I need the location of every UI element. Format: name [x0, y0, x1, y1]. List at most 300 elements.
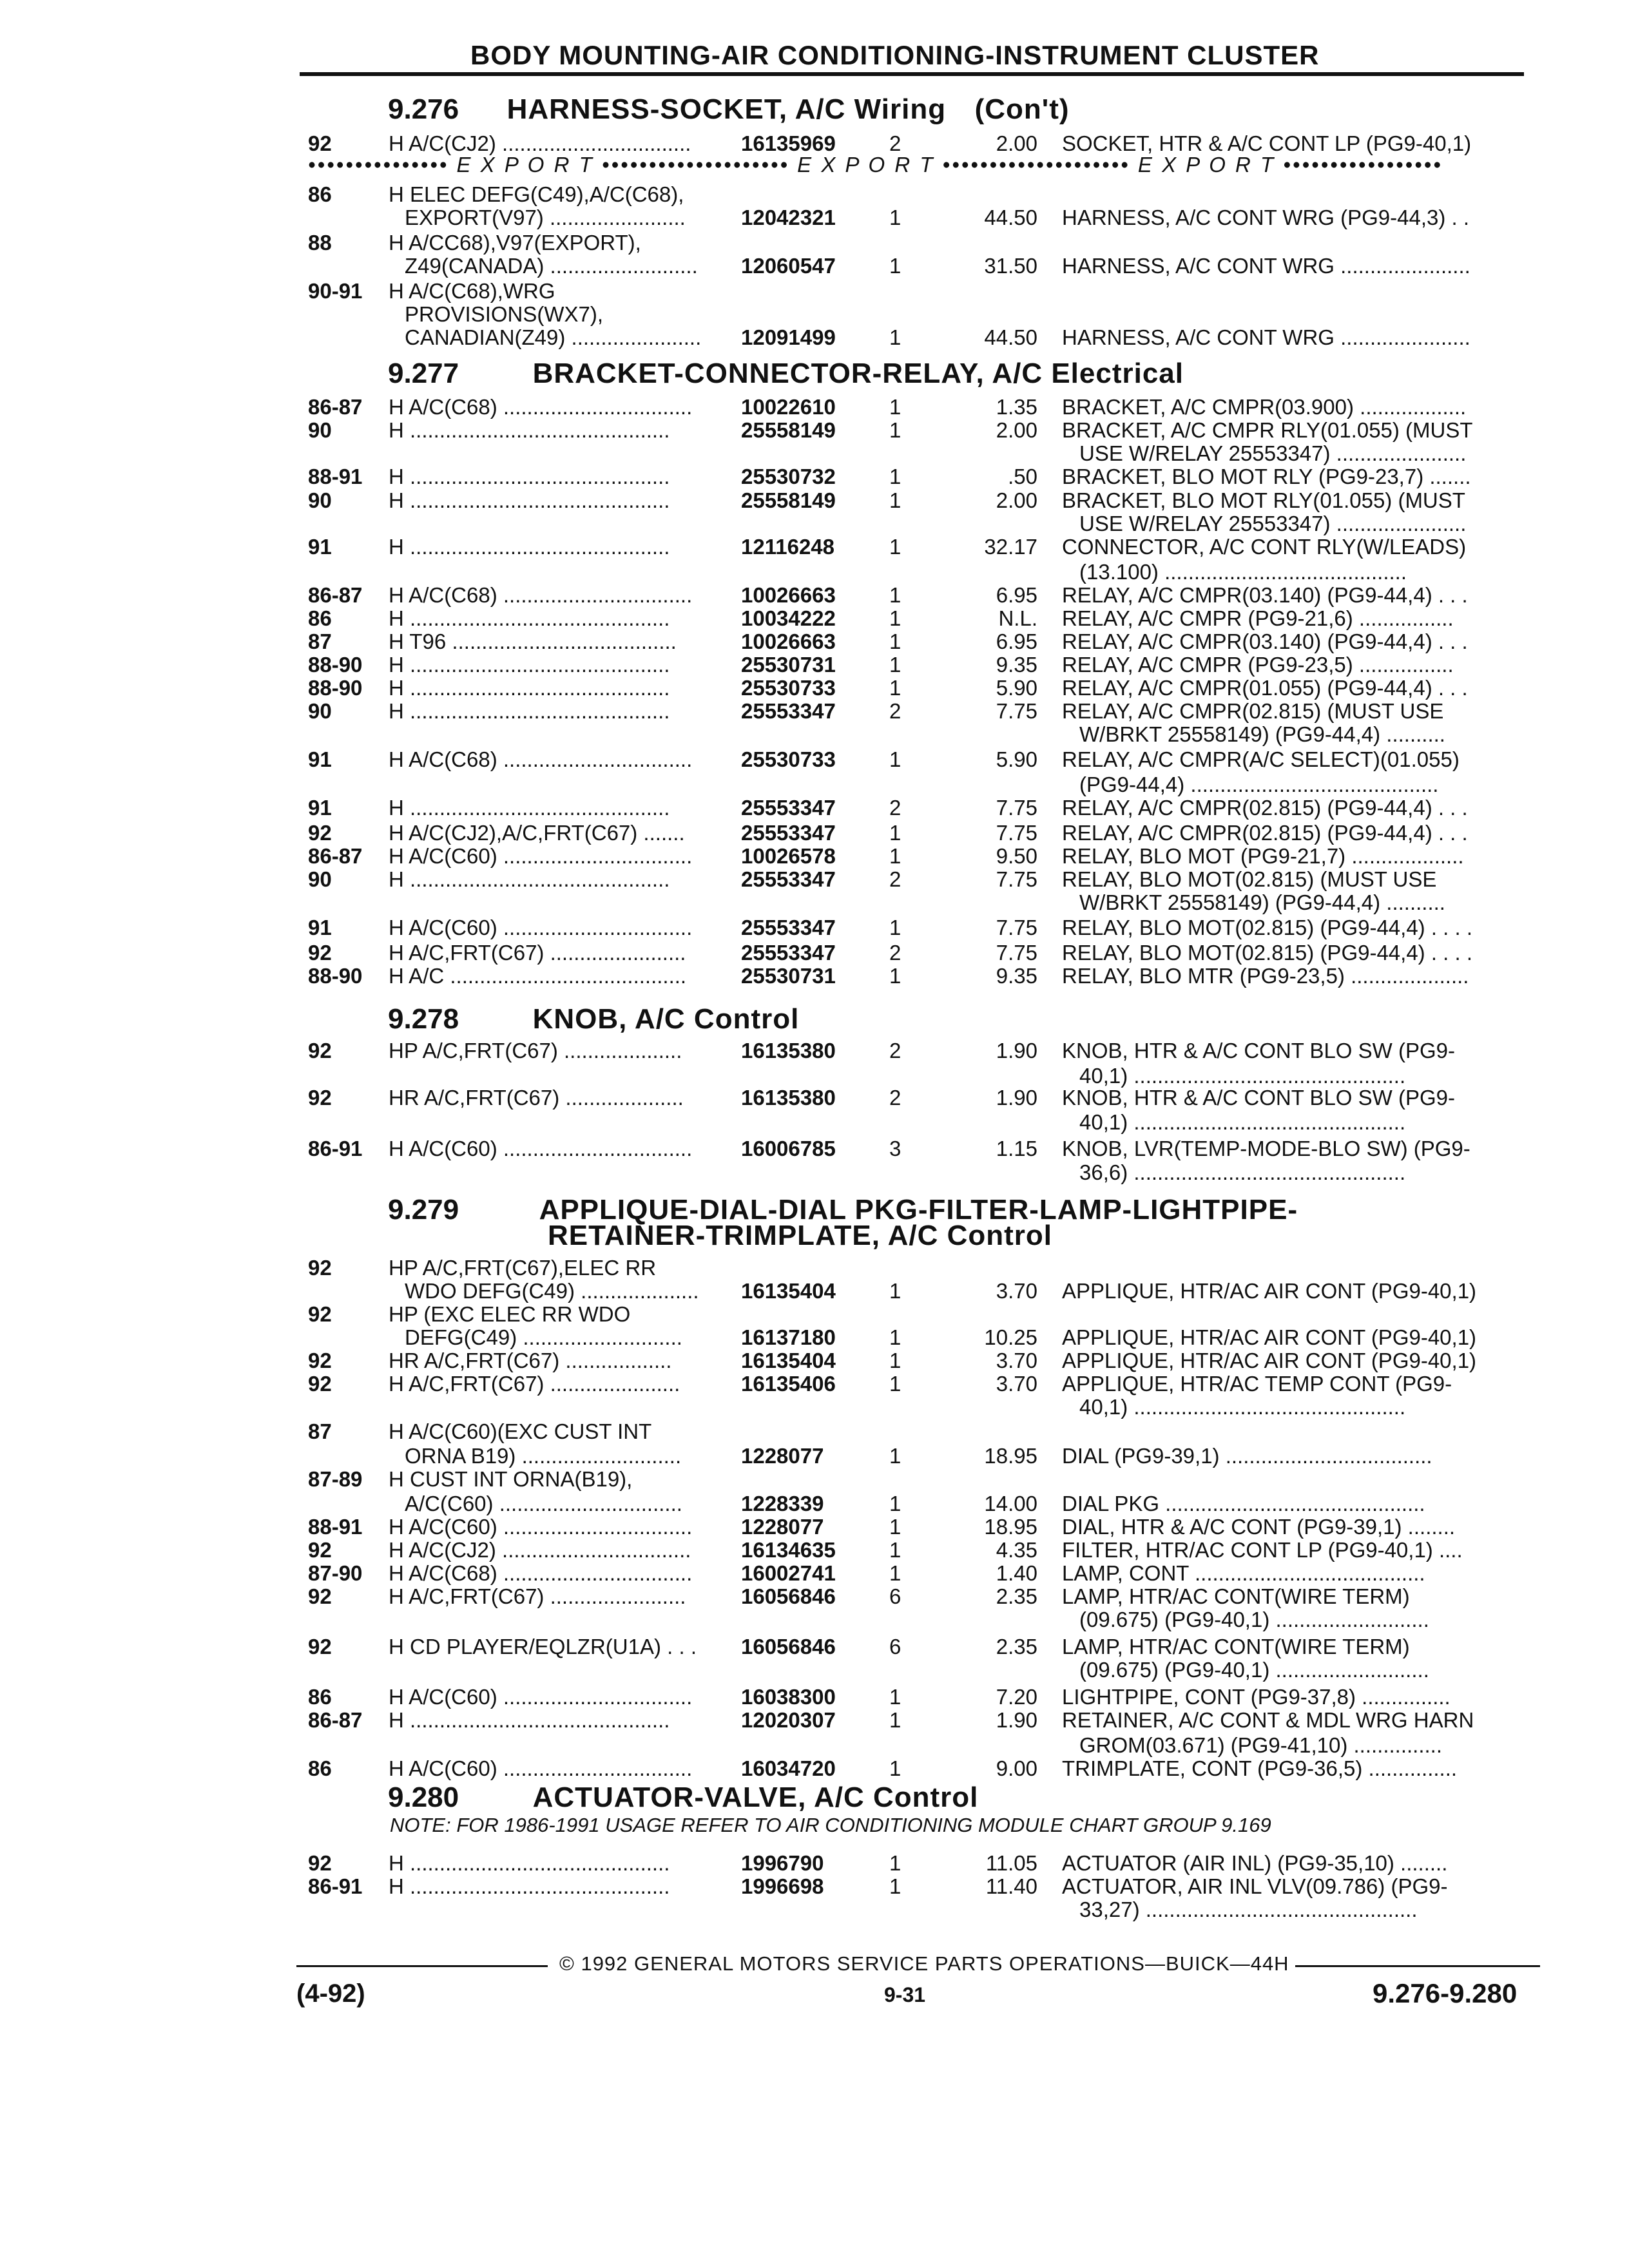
section-heading-9-276 [388, 93, 1070, 126]
model-year: 86 [308, 1756, 332, 1780]
usage-description: H A/C(C60) ................................ [389, 1685, 693, 1709]
price: 7.20 [996, 1685, 1037, 1709]
part-name: LAMP, HTR/AC CONT(WIRE TERM) [1062, 1635, 1410, 1658]
part-name: RELAY, A/C CMPR(02.815) (PG9-44,4) . . . [1062, 821, 1468, 845]
model-year: 90 [308, 867, 332, 891]
part-row [0, 675, 1629, 701]
part-number: 16056846 [741, 1635, 836, 1658]
part-row [0, 205, 1629, 231]
part-name: TRIMPLATE, CONT (PG9-36,5) ............... [1062, 1756, 1458, 1780]
price: 9.35 [996, 653, 1037, 677]
part-name: 40,1) .............................................. [1079, 1110, 1406, 1134]
part-row [0, 1160, 1629, 1186]
part-number: 1996790 [741, 1851, 824, 1875]
part-row [0, 629, 1629, 655]
part-name: APPLIQUE, HTR/AC TEMP CONT (PG9- [1062, 1372, 1452, 1396]
part-number: 25553347 [741, 867, 836, 891]
model-year: 87-89 [308, 1467, 363, 1491]
section-title: HARNESS-SOCKET, A/C Wiring [506, 93, 947, 125]
usage-description: H A/C,FRT(C67) ....................... [389, 941, 686, 965]
quantity: 1 [889, 583, 901, 607]
part-name: (09.675) (PG9-40,1) .......................... [1079, 1658, 1429, 1682]
price: 32.17 [984, 535, 1037, 559]
price: 10.25 [984, 1325, 1037, 1349]
price: 6.95 [996, 583, 1037, 607]
part-row [0, 606, 1629, 631]
section-heading-9-277 [388, 358, 1184, 390]
part-name: (PG9-44,4) .......................................... [1079, 773, 1439, 796]
usage-description: H T96 ...................................... [389, 629, 677, 653]
part-row [0, 302, 1629, 327]
usage-description: Z49(CANADA) ......................... [405, 254, 698, 278]
part-name: HARNESS, A/C CONT WRG ...................... [1062, 325, 1470, 349]
part-row [0, 795, 1629, 821]
price: 7.75 [996, 916, 1037, 939]
quantity: 1 [889, 844, 901, 868]
part-row [0, 1466, 1629, 1492]
model-year: 87 [308, 629, 332, 653]
usage-description: ORNA B19) ........................... [405, 1444, 682, 1468]
quantity: 1 [889, 916, 901, 939]
part-name: KNOB, LVR(TEMP-MODE-BLO SW) (PG9- [1062, 1137, 1470, 1160]
model-year: 86-87 [308, 583, 363, 607]
part-row [0, 1136, 1629, 1162]
quantity: 1 [889, 1349, 901, 1372]
part-number: 25553347 [741, 821, 836, 845]
part-name: DIAL PKG ............................................ [1062, 1492, 1425, 1515]
quantity: 1 [889, 535, 901, 559]
price: 3.70 [996, 1372, 1037, 1396]
usage-description: H ............................................ [389, 1708, 670, 1732]
model-year: 86-87 [308, 395, 363, 419]
part-name: DIAL, HTR & A/C CONT (PG9-39,1) ........ [1062, 1515, 1456, 1539]
usage-description: HR A/C,FRT(C67) .................... [389, 1086, 684, 1110]
section-title: APPLIQUE-DIAL-DIAL PKG-FILTER-LAMP-LIGHTPIPE- [539, 1194, 1298, 1225]
quantity: 1 [889, 1538, 901, 1562]
footer-page-number: 9-31 [884, 1983, 926, 2006]
part-row [0, 1278, 1629, 1304]
price: 7.75 [996, 796, 1037, 820]
price: .50 [1008, 465, 1037, 488]
part-row [0, 1850, 1629, 1876]
part-number: 12020307 [741, 1708, 836, 1732]
price: 44.50 [984, 206, 1037, 229]
part-number: 25530733 [741, 676, 836, 700]
part-name: 40,1) .............................................. [1079, 1064, 1406, 1088]
part-name: APPLIQUE, HTR/AC AIR CONT (PG9-40,1) [1062, 1279, 1477, 1303]
quantity: 1 [889, 206, 901, 229]
part-name: RELAY, A/C CMPR(03.140) (PG9-44,4) . . . [1062, 583, 1468, 607]
part-name: FILTER, HTR/AC CONT LP (PG9-40,1) .... [1062, 1538, 1463, 1562]
part-row [0, 772, 1629, 798]
usage-description: H ............................................ [389, 535, 670, 559]
part-name: RELAY, BLO MOT(02.815) (PG9-44,4) . . . . [1062, 916, 1473, 939]
usage-description: H A/C,FRT(C67) ....................... [389, 1584, 686, 1608]
model-year: 91 [308, 535, 332, 559]
part-row [0, 1255, 1629, 1281]
model-year: 92 [308, 1302, 332, 1326]
part-name: SOCKET, HTR & A/C CONT LP (PG9-40,1) [1062, 131, 1472, 155]
price: N.L. [998, 606, 1037, 630]
part-number: 10022610 [741, 395, 836, 419]
quantity: 1 [889, 1874, 901, 1898]
price: 7.75 [996, 941, 1037, 965]
usage-description: H ............................................ [389, 796, 670, 820]
usage-description: H ............................................ [389, 418, 670, 442]
quantity: 1 [889, 1708, 901, 1732]
part-row [0, 418, 1629, 443]
section-title: KNOB, A/C Control [532, 1003, 800, 1035]
part-row [0, 1537, 1629, 1563]
price: 9.00 [996, 1756, 1037, 1780]
price: 6.95 [996, 629, 1037, 653]
part-name: KNOB, HTR & A/C CONT BLO SW (PG9- [1062, 1039, 1455, 1062]
part-name: RELAY, BLO MOT (PG9-21,7) ................... [1062, 844, 1464, 868]
price: 1.40 [996, 1561, 1037, 1585]
part-name: 33,27) .............................................. [1079, 1898, 1418, 1921]
usage-description: H CUST INT ORNA(B19), [389, 1467, 633, 1491]
model-year: 86-91 [308, 1137, 363, 1160]
part-name: (09.675) (PG9-40,1) .......................... [1079, 1608, 1429, 1631]
part-row [0, 1443, 1629, 1469]
part-name: RELAY, BLO MOT(02.815) (PG9-44,4) . . . . [1062, 941, 1473, 965]
part-number: 1228339 [741, 1492, 824, 1515]
price: 2.35 [996, 1584, 1037, 1608]
part-row [0, 1419, 1629, 1445]
part-row [0, 488, 1629, 514]
section-number: 9.279 [388, 1194, 459, 1225]
section-number: 9.277 [388, 358, 459, 389]
part-number: 25530731 [741, 964, 836, 988]
quantity: 2 [889, 796, 901, 820]
model-year: 88-91 [308, 465, 363, 488]
part-name: RELAY, A/C CMPR(02.815) (PG9-44,4) . . . [1062, 796, 1468, 820]
footer-rule-left [296, 1965, 548, 1967]
model-year: 91 [308, 916, 332, 939]
part-row [0, 1085, 1629, 1111]
quantity: 1 [889, 1492, 901, 1515]
quantity: 1 [889, 325, 901, 349]
part-row [0, 182, 1629, 207]
model-year: 91 [308, 796, 332, 820]
part-number: 25558149 [741, 418, 836, 442]
part-row [0, 1874, 1629, 1899]
usage-description: H A/C(C60) ................................ [389, 1137, 693, 1160]
part-number: 10034222 [741, 606, 836, 630]
model-year: 88-91 [308, 1515, 363, 1539]
price: 2.00 [996, 488, 1037, 512]
model-year: 92 [308, 1635, 332, 1658]
part-number: 16056846 [741, 1584, 836, 1608]
usage-description: H ............................................ [389, 1874, 670, 1898]
price: 1.15 [996, 1137, 1037, 1160]
part-name: APPLIQUE, HTR/AC AIR CONT (PG9-40,1) [1062, 1325, 1477, 1349]
model-year: 92 [308, 1039, 332, 1062]
model-year: 92 [308, 1372, 332, 1396]
part-name: (13.100) ......................................... [1079, 560, 1407, 584]
quantity: 1 [889, 1851, 901, 1875]
model-year: 87-90 [308, 1561, 363, 1585]
usage-description: CANADIAN(Z49) ...................... [405, 325, 702, 349]
part-row [0, 1607, 1629, 1633]
part-row [0, 963, 1629, 989]
footer-date-code: (4-92) [296, 1979, 365, 2008]
part-name: W/BRKT 25558149) (PG9-44,4) .......... [1079, 890, 1445, 914]
section-heading-9-280 [388, 1782, 978, 1814]
usage-description: DEFG(C49) ........................... [405, 1325, 682, 1349]
price: 5.90 [996, 747, 1037, 771]
quantity: 1 [889, 653, 901, 677]
part-number: 16134635 [741, 1538, 836, 1562]
part-number: 16006785 [741, 1137, 836, 1160]
usage-description: PROVISIONS(WX7), [405, 302, 604, 326]
quantity: 1 [889, 1279, 901, 1303]
part-row [0, 1733, 1629, 1758]
part-number: 25530732 [741, 465, 836, 488]
part-number: 1228077 [741, 1515, 824, 1539]
usage-description: H A/C(CJ2) ................................ [389, 131, 691, 155]
quantity: 1 [889, 1444, 901, 1468]
section-title-continued: RETAINER-TRIMPLATE, A/C Control [548, 1220, 1052, 1251]
part-row [0, 1756, 1629, 1782]
part-name: RELAY, BLO MTR (PG9-23,5) .................... [1062, 964, 1469, 988]
quantity: 1 [889, 1561, 901, 1585]
model-year: 86 [308, 606, 332, 630]
part-row [0, 1302, 1629, 1327]
part-number: 16135404 [741, 1349, 836, 1372]
part-number: 16135380 [741, 1039, 836, 1062]
model-year: 92 [308, 1256, 332, 1280]
part-row [0, 747, 1629, 773]
usage-description: HP (EXC ELEC RR WDO [389, 1302, 631, 1326]
usage-description: H A/C(C60) ................................ [389, 1756, 693, 1780]
price: 44.50 [984, 325, 1037, 349]
part-name: LAMP, CONT ....................................... [1062, 1561, 1425, 1585]
model-year: 92 [308, 1851, 332, 1875]
part-number: 16135969 [741, 131, 836, 155]
part-number: 1996698 [741, 1874, 824, 1898]
price: 18.95 [984, 1444, 1037, 1468]
model-year: 86-87 [308, 1708, 363, 1732]
quantity: 1 [889, 395, 901, 419]
footer-rule-right [1295, 1965, 1540, 1967]
usage-description: H A/C(C60) ................................ [389, 1515, 693, 1539]
section-number: 9.280 [388, 1782, 459, 1813]
price: 2.00 [996, 418, 1037, 442]
model-year: 92 [308, 1349, 332, 1372]
part-name: BRACKET, BLO MOT RLY (PG9-23,7) ....... [1062, 465, 1471, 488]
usage-description: H ELEC DEFG(C49),A/C(C68), [389, 182, 684, 206]
quantity: 1 [889, 1685, 901, 1709]
usage-description: H A/C(CJ2),A/C,FRT(C67) ....... [389, 821, 685, 845]
part-number: 16038300 [741, 1685, 836, 1709]
quantity: 1 [889, 1325, 901, 1349]
quantity: 1 [889, 964, 901, 988]
quantity: 2 [889, 941, 901, 965]
header-rule [300, 72, 1524, 76]
quantity: 1 [889, 821, 901, 845]
part-row [0, 1348, 1629, 1374]
part-row [0, 464, 1629, 490]
part-name: RELAY, A/C CMPR(03.140) (PG9-44,4) . . . [1062, 629, 1468, 653]
part-row [0, 1394, 1629, 1420]
part-name: ACTUATOR, AIR INL VLV(09.786) (PG9- [1062, 1874, 1448, 1898]
part-name: 36,6) .............................................. [1079, 1160, 1406, 1184]
usage-description: H ............................................ [389, 699, 670, 723]
part-name: RETAINER, A/C CONT & MDL WRG HARN [1062, 1708, 1474, 1732]
section-heading-9-278 [388, 1003, 799, 1035]
quantity: 2 [889, 1039, 901, 1062]
part-row [0, 1491, 1629, 1517]
usage-description: H ............................................ [389, 488, 670, 512]
part-name: HARNESS, A/C CONT WRG (PG9-44,3) . . [1062, 206, 1470, 229]
part-number: 1228077 [741, 1444, 824, 1468]
part-number: 25530731 [741, 653, 836, 677]
part-name: ACTUATOR (AIR INL) (PG9-35,10) ........ [1062, 1851, 1448, 1875]
usage-description: H A/C(C60)(EXC CUST INT [389, 1419, 652, 1443]
part-name: LAMP, HTR/AC CONT(WIRE TERM) [1062, 1584, 1410, 1608]
part-name: 40,1) .............................................. [1079, 1395, 1406, 1419]
quantity: 1 [889, 1372, 901, 1396]
section-title: ACTUATOR-VALVE, A/C Control [532, 1782, 979, 1813]
price: 1.90 [996, 1039, 1037, 1062]
quantity: 2 [889, 1086, 901, 1110]
quantity: 1 [889, 606, 901, 630]
part-number: 12116248 [741, 535, 835, 559]
price: 3.70 [996, 1349, 1037, 1372]
part-number: 12042321 [741, 206, 836, 229]
model-year: 92 [308, 1086, 332, 1110]
part-row [0, 867, 1629, 892]
part-row [0, 843, 1629, 869]
part-name: RELAY, BLO MOT(02.815) (MUST USE [1062, 867, 1437, 891]
model-year: 86-87 [308, 844, 363, 868]
part-name: BRACKET, BLO MOT RLY(01.055) (MUST [1062, 488, 1465, 512]
model-year: 92 [308, 941, 332, 965]
price: 14.00 [984, 1492, 1037, 1515]
price: 18.95 [984, 1515, 1037, 1539]
part-name: BRACKET, A/C CMPR(03.900) .................. [1062, 395, 1467, 419]
section-title-suffix: (Con't) [974, 93, 1070, 125]
model-year: 92 [308, 1538, 332, 1562]
part-number: 16135406 [741, 1372, 836, 1396]
part-name: RELAY, A/C CMPR(A/C SELECT)(01.055) [1062, 747, 1460, 771]
quantity: 3 [889, 1137, 901, 1160]
part-name: USE W/RELAY 25553347) ...................... [1079, 441, 1467, 465]
part-row [0, 1325, 1629, 1350]
usage-description: H A/C(C68) ................................ [389, 1561, 693, 1585]
part-row [0, 559, 1629, 585]
price: 9.50 [996, 844, 1037, 868]
price: 1.90 [996, 1708, 1037, 1732]
usage-description: H A/C(C60) ................................ [389, 844, 693, 868]
section-title: BRACKET-CONNECTOR-RELAY, A/C Electrical [532, 358, 1184, 389]
part-name: RELAY, A/C CMPR(02.815) (MUST USE [1062, 699, 1444, 723]
part-row [0, 1371, 1629, 1397]
part-row [0, 1514, 1629, 1540]
quantity: 1 [889, 418, 901, 442]
part-number: 12091499 [741, 325, 836, 349]
quantity: 2 [889, 131, 901, 155]
usage-description: HP A/C,FRT(C67) .................... [389, 1039, 682, 1062]
price: 7.75 [996, 821, 1037, 845]
usage-description: EXPORT(V97) ....................... [405, 206, 686, 229]
part-number: 10026663 [741, 629, 836, 653]
part-number: 25553347 [741, 916, 836, 939]
part-name: W/BRKT 25558149) (PG9-44,4) .......... [1079, 722, 1445, 746]
quantity: 1 [889, 465, 901, 488]
model-year: 91 [308, 747, 332, 771]
quantity: 6 [889, 1584, 901, 1608]
model-year: 90 [308, 488, 332, 512]
quantity: 1 [889, 488, 901, 512]
usage-description: WDO DEFG(C49) .................... [405, 1279, 699, 1303]
part-number: 25553347 [741, 941, 836, 965]
part-row [0, 1038, 1629, 1064]
part-row [0, 698, 1629, 724]
part-row [0, 1657, 1629, 1683]
model-year: 88-90 [308, 653, 363, 677]
part-number: 10026663 [741, 583, 836, 607]
part-name: APPLIQUE, HTR/AC AIR CONT (PG9-40,1) [1062, 1349, 1477, 1372]
model-year: 92 [308, 1584, 332, 1608]
part-row [0, 253, 1629, 279]
part-row [0, 441, 1629, 466]
part-row [0, 1561, 1629, 1586]
part-name: CONNECTOR, A/C CONT RLY(W/LEADS) [1062, 535, 1467, 559]
part-row [0, 722, 1629, 747]
part-row [0, 1707, 1629, 1733]
usage-description: H ............................................ [389, 676, 670, 700]
part-row [0, 890, 1629, 916]
part-name: KNOB, HTR & A/C CONT BLO SW (PG9- [1062, 1086, 1455, 1110]
usage-description: H A/C,FRT(C67) ...................... [389, 1372, 680, 1396]
part-row [0, 511, 1629, 537]
usage-description: H CD PLAYER/EQLZR(U1A) . . . [389, 1635, 697, 1658]
price: 5.90 [996, 676, 1037, 700]
part-name: RELAY, A/C CMPR(01.055) (PG9-44,4) . . . [1062, 676, 1468, 700]
price: 1.90 [996, 1086, 1037, 1110]
usage-description: H A/C(C68) ................................ [389, 583, 693, 607]
price: 7.75 [996, 699, 1037, 723]
part-name: RELAY, A/C CMPR (PG9-23,5) ................ [1062, 653, 1454, 677]
part-row [0, 1684, 1629, 1710]
part-number: 16137180 [741, 1325, 836, 1349]
model-year: 90 [308, 699, 332, 723]
part-name: DIAL (PG9-39,1) ................................... [1062, 1444, 1432, 1468]
part-number: 25530733 [741, 747, 836, 771]
section-number: 9.278 [388, 1003, 459, 1035]
part-number: 16135404 [741, 1279, 836, 1303]
usage-description: A/C(C60) ............................... [405, 1492, 682, 1515]
export-divider: ••••••••••••••• E X P O R T •••••••••••••••••••• E X P O R T •••••••••••••••••••• E X P O R T ••••••••••••••••• [308, 153, 1443, 177]
price: 11.05 [985, 1851, 1037, 1875]
quantity: 1 [889, 1515, 901, 1539]
quantity: 1 [889, 629, 901, 653]
usage-description: H A/C(C68) ................................ [389, 747, 693, 771]
model-year: 90 [308, 418, 332, 442]
quantity: 1 [889, 747, 901, 771]
price: 1.35 [996, 395, 1037, 419]
part-name: LIGHTPIPE, CONT (PG9-37,8) ............... [1062, 1685, 1451, 1709]
footer-copyright: © 1992 GENERAL MOTORS SERVICE PARTS OPERATIONS—BUICK—44H [559, 1952, 1289, 1975]
usage-description: H ............................................ [389, 606, 670, 630]
part-number: 16002741 [741, 1561, 836, 1585]
part-number: 10026578 [741, 844, 836, 868]
section-title-line2 [548, 1220, 1052, 1252]
model-year: 86 [308, 182, 332, 206]
part-row [0, 915, 1629, 941]
